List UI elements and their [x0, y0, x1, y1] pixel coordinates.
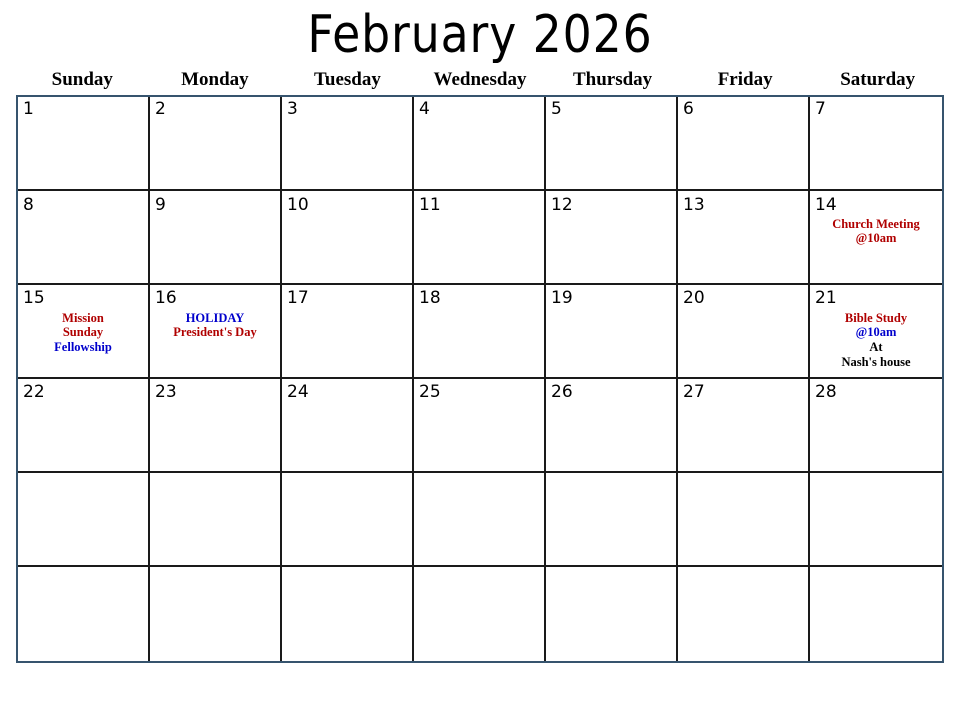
day-cell-empty[interactable]	[678, 473, 810, 567]
event-text[interactable]: Church Meeting	[832, 216, 920, 231]
day-number: 16	[155, 287, 177, 308]
page-title: February 2026	[307, 5, 653, 65]
day-cell-empty[interactable]	[282, 473, 414, 567]
weekday-tuesday: Tuesday	[313, 68, 381, 90]
day-cell-23[interactable]	[150, 379, 282, 473]
day-cell-9[interactable]	[150, 191, 282, 285]
day-cell-26[interactable]	[546, 379, 678, 473]
day-number: 26	[551, 381, 573, 402]
day-cell-14[interactable]	[810, 191, 942, 285]
event-text[interactable]: At	[869, 340, 883, 355]
day-number: 8	[23, 194, 34, 215]
day-number: 9	[155, 194, 166, 215]
day-cell-28[interactable]	[810, 379, 942, 473]
day-cell-4[interactable]	[414, 97, 546, 191]
day-number: 27	[683, 381, 705, 402]
day-cell-10[interactable]	[282, 191, 414, 285]
weekday-wednesday: Wednesday	[433, 68, 527, 90]
day-cell-25[interactable]	[414, 379, 546, 473]
event-text[interactable]: Sunday	[62, 325, 104, 340]
day-number: 3	[287, 98, 298, 119]
day-number: 22	[23, 381, 45, 402]
day-cell-empty[interactable]	[18, 567, 150, 661]
day-number: 15	[23, 287, 45, 308]
day-cell-3[interactable]	[282, 97, 414, 191]
day-number: 5	[551, 98, 562, 119]
event-text[interactable]: Fellowship	[54, 340, 112, 355]
day-number: 13	[683, 194, 705, 215]
day-cell-24[interactable]	[282, 379, 414, 473]
day-number: 24	[287, 381, 309, 402]
day-number: 10	[287, 194, 309, 215]
day-cell-empty[interactable]	[810, 567, 942, 661]
event-text[interactable]: @10am	[855, 231, 897, 246]
day-number: 1	[23, 98, 34, 119]
day-cell-7[interactable]	[810, 97, 942, 191]
day-cell-empty[interactable]	[810, 473, 942, 567]
day-cell-1[interactable]	[18, 97, 150, 191]
weekday-sunday: Sunday	[51, 68, 113, 90]
day-cell-8[interactable]	[18, 191, 150, 285]
calendar-grid	[16, 95, 944, 663]
event-text[interactable]: President's Day	[173, 325, 257, 340]
event-text[interactable]: Mission	[62, 310, 104, 325]
event-list	[18, 311, 148, 355]
day-number: 28	[815, 381, 837, 402]
event-text[interactable]: HOLIDAY	[185, 310, 245, 325]
day-cell-13[interactable]	[678, 191, 810, 285]
day-number: 18	[419, 287, 441, 308]
day-cell-16[interactable]	[150, 285, 282, 379]
weekday-thursday: Thursday	[572, 68, 653, 90]
day-cell-12[interactable]	[546, 191, 678, 285]
day-number: 14	[815, 194, 837, 215]
calendar-page	[0, 5, 960, 728]
event-text[interactable]: Bible Study	[844, 310, 908, 325]
weekday-monday: Monday	[181, 68, 249, 90]
day-cell-empty[interactable]	[150, 473, 282, 567]
day-cell-empty[interactable]	[414, 473, 546, 567]
weekday-friday: Friday	[717, 68, 773, 90]
day-number: 2	[155, 98, 166, 119]
day-cell-15[interactable]	[18, 285, 150, 379]
day-cell-empty[interactable]	[414, 567, 546, 661]
day-number: 4	[419, 98, 430, 119]
weekday-header-row	[16, 69, 944, 91]
day-cell-21[interactable]	[810, 285, 942, 379]
day-number: 20	[683, 287, 705, 308]
day-cell-27[interactable]	[678, 379, 810, 473]
day-cell-20[interactable]	[678, 285, 810, 379]
day-cell-22[interactable]	[18, 379, 150, 473]
day-number: 23	[155, 381, 177, 402]
day-cell-17[interactable]	[282, 285, 414, 379]
day-cell-2[interactable]	[150, 97, 282, 191]
day-cell-5[interactable]	[546, 97, 678, 191]
day-cell-empty[interactable]	[18, 473, 150, 567]
day-cell-6[interactable]	[678, 97, 810, 191]
day-cell-19[interactable]	[546, 285, 678, 379]
day-number: 7	[815, 98, 826, 119]
day-number: 11	[419, 194, 441, 215]
event-list	[150, 311, 280, 341]
day-number: 25	[419, 381, 441, 402]
day-cell-empty[interactable]	[150, 567, 282, 661]
day-cell-empty[interactable]	[678, 567, 810, 661]
event-list	[810, 217, 942, 247]
weekday-saturday: Saturday	[840, 68, 916, 90]
event-list	[810, 311, 942, 370]
day-number: 19	[551, 287, 573, 308]
day-cell-11[interactable]	[414, 191, 546, 285]
day-cell-empty[interactable]	[546, 473, 678, 567]
day-cell-18[interactable]	[414, 285, 546, 379]
day-cell-empty[interactable]	[546, 567, 678, 661]
day-cell-empty[interactable]	[282, 567, 414, 661]
day-number: 17	[287, 287, 309, 308]
event-text[interactable]: Nash's house	[841, 354, 911, 369]
day-number: 6	[683, 98, 694, 119]
event-text[interactable]: @10am	[855, 325, 897, 340]
day-number: 12	[551, 194, 573, 215]
day-number: 21	[815, 287, 837, 308]
